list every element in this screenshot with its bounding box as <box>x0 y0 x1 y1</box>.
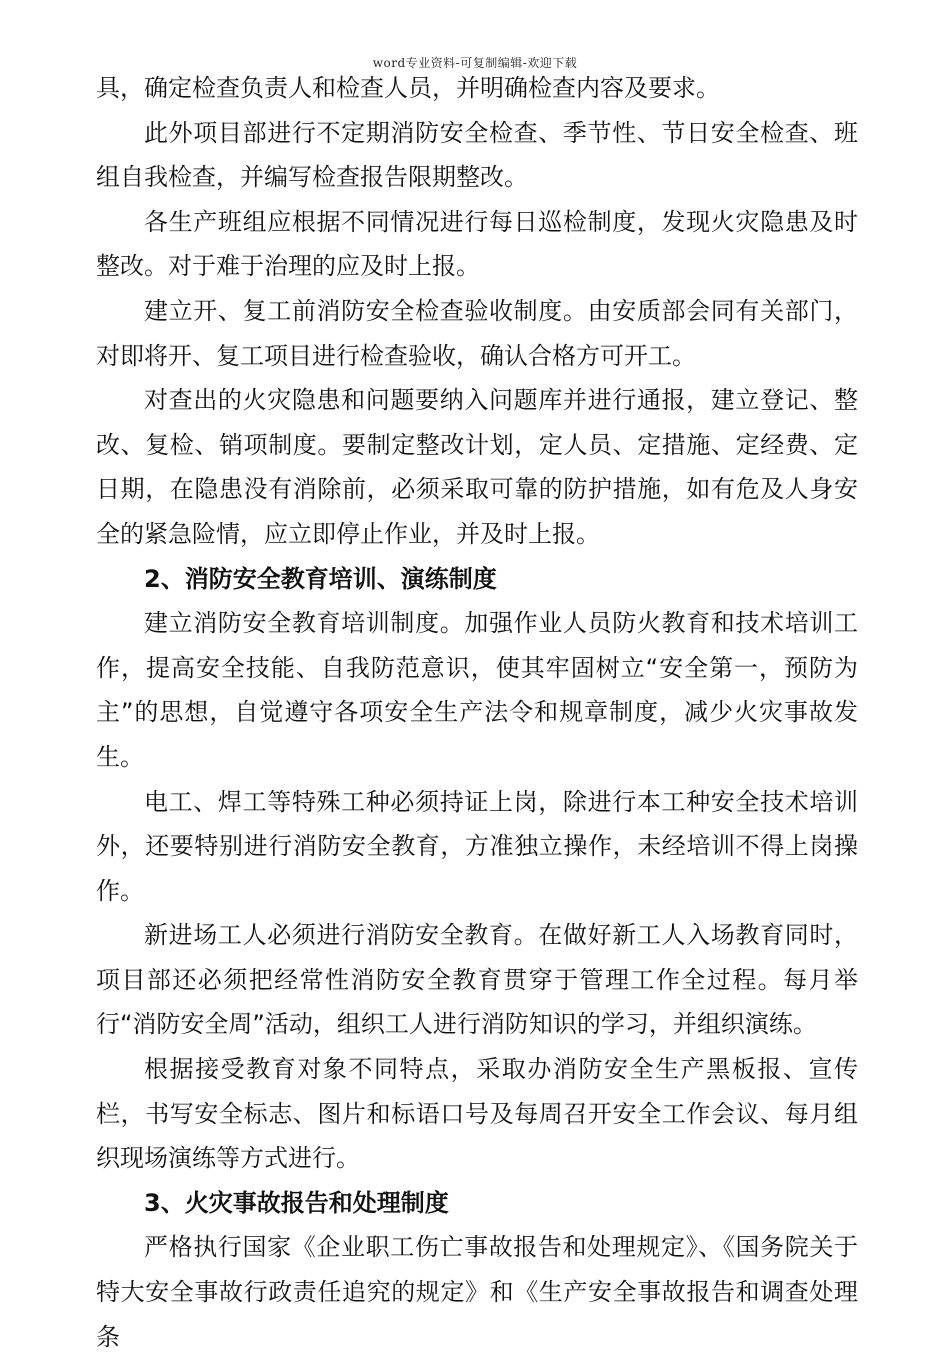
paragraph: 电工、焊工等特殊工种必须持证上岗，除进行本工种安全技术培训外，还要特别进行消防安全教育，方准独立操作，未经培训不得上岗操作。 <box>96 787 858 905</box>
paragraph: 具，确定检查负责人和检查人员，并明确检查内容及要求。 <box>96 74 720 102</box>
paragraph: 此外项目部进行不定期消防安全检查、季节性、节日安全检查、班组自我检查，并编写检查报告限期整改。 <box>96 118 858 192</box>
paragraph: 新进场工人必须进行消防安全教育。在做好新工人入场教育同时，项目部还必须把经常性消防安全教育贯穿于管理工作全过程。每月举行“消防安全周”活动，组织工人进行消防知识的学习，并组织演练。 <box>96 921 858 1039</box>
section-heading: 2、消防安全教育培训、演练制度 <box>144 564 497 593</box>
section-heading: 3、火灾事故报告和处理制度 <box>144 1188 449 1217</box>
paragraph: 建立开、复工前消防安全检查验收制度。由安质部会同有关部门，对即将开、复工项目进行检查验收，确认合格方可开工。 <box>96 296 858 370</box>
paragraph: 根据接受教育对象不同特点，采取办消防安全生产黑板报、宣传栏，书写安全标志、图片和标语口号及每周召开安全工作会议、每月组织现场演练等方式进行。 <box>96 1055 858 1173</box>
page-header: word专业资料-可复制编辑-欢迎下载 <box>372 56 578 70</box>
paragraph: 对查出的火灾隐患和问题要纳入问题库并进行通报，建立登记、整改、复检、销项制度。要制定整改计划，定人员、定措施、定经费、定日期，在隐患没有消除前，必须采取可靠的防护措施，如有危及人身安全的紧急险情，应立即停止作业，并及时上报。 <box>96 386 858 548</box>
paragraph: 严格执行国家《企业职工伤亡事故报告和处理规定》、《国务院关于特大安全事故行政责任追究的规定》和《生产安全事故报告和调查处理条 <box>96 1233 858 1351</box>
document-body <box>96 66 858 1359</box>
paragraph: 建立消防安全教育培训制度。加强作业人员防火教育和技术培训工作，提高安全技能、自我防范意识，使其牢固树立“安全第一，预防为主”的思想，自觉遵守各项安全生产法令和规章制度，减少火灾事故发生。 <box>96 609 858 771</box>
paragraph: 各生产班组应根据不同情况进行每日巡检制度，发现火灾隐患及时整改。对于难于治理的应及时上报。 <box>96 207 858 281</box>
